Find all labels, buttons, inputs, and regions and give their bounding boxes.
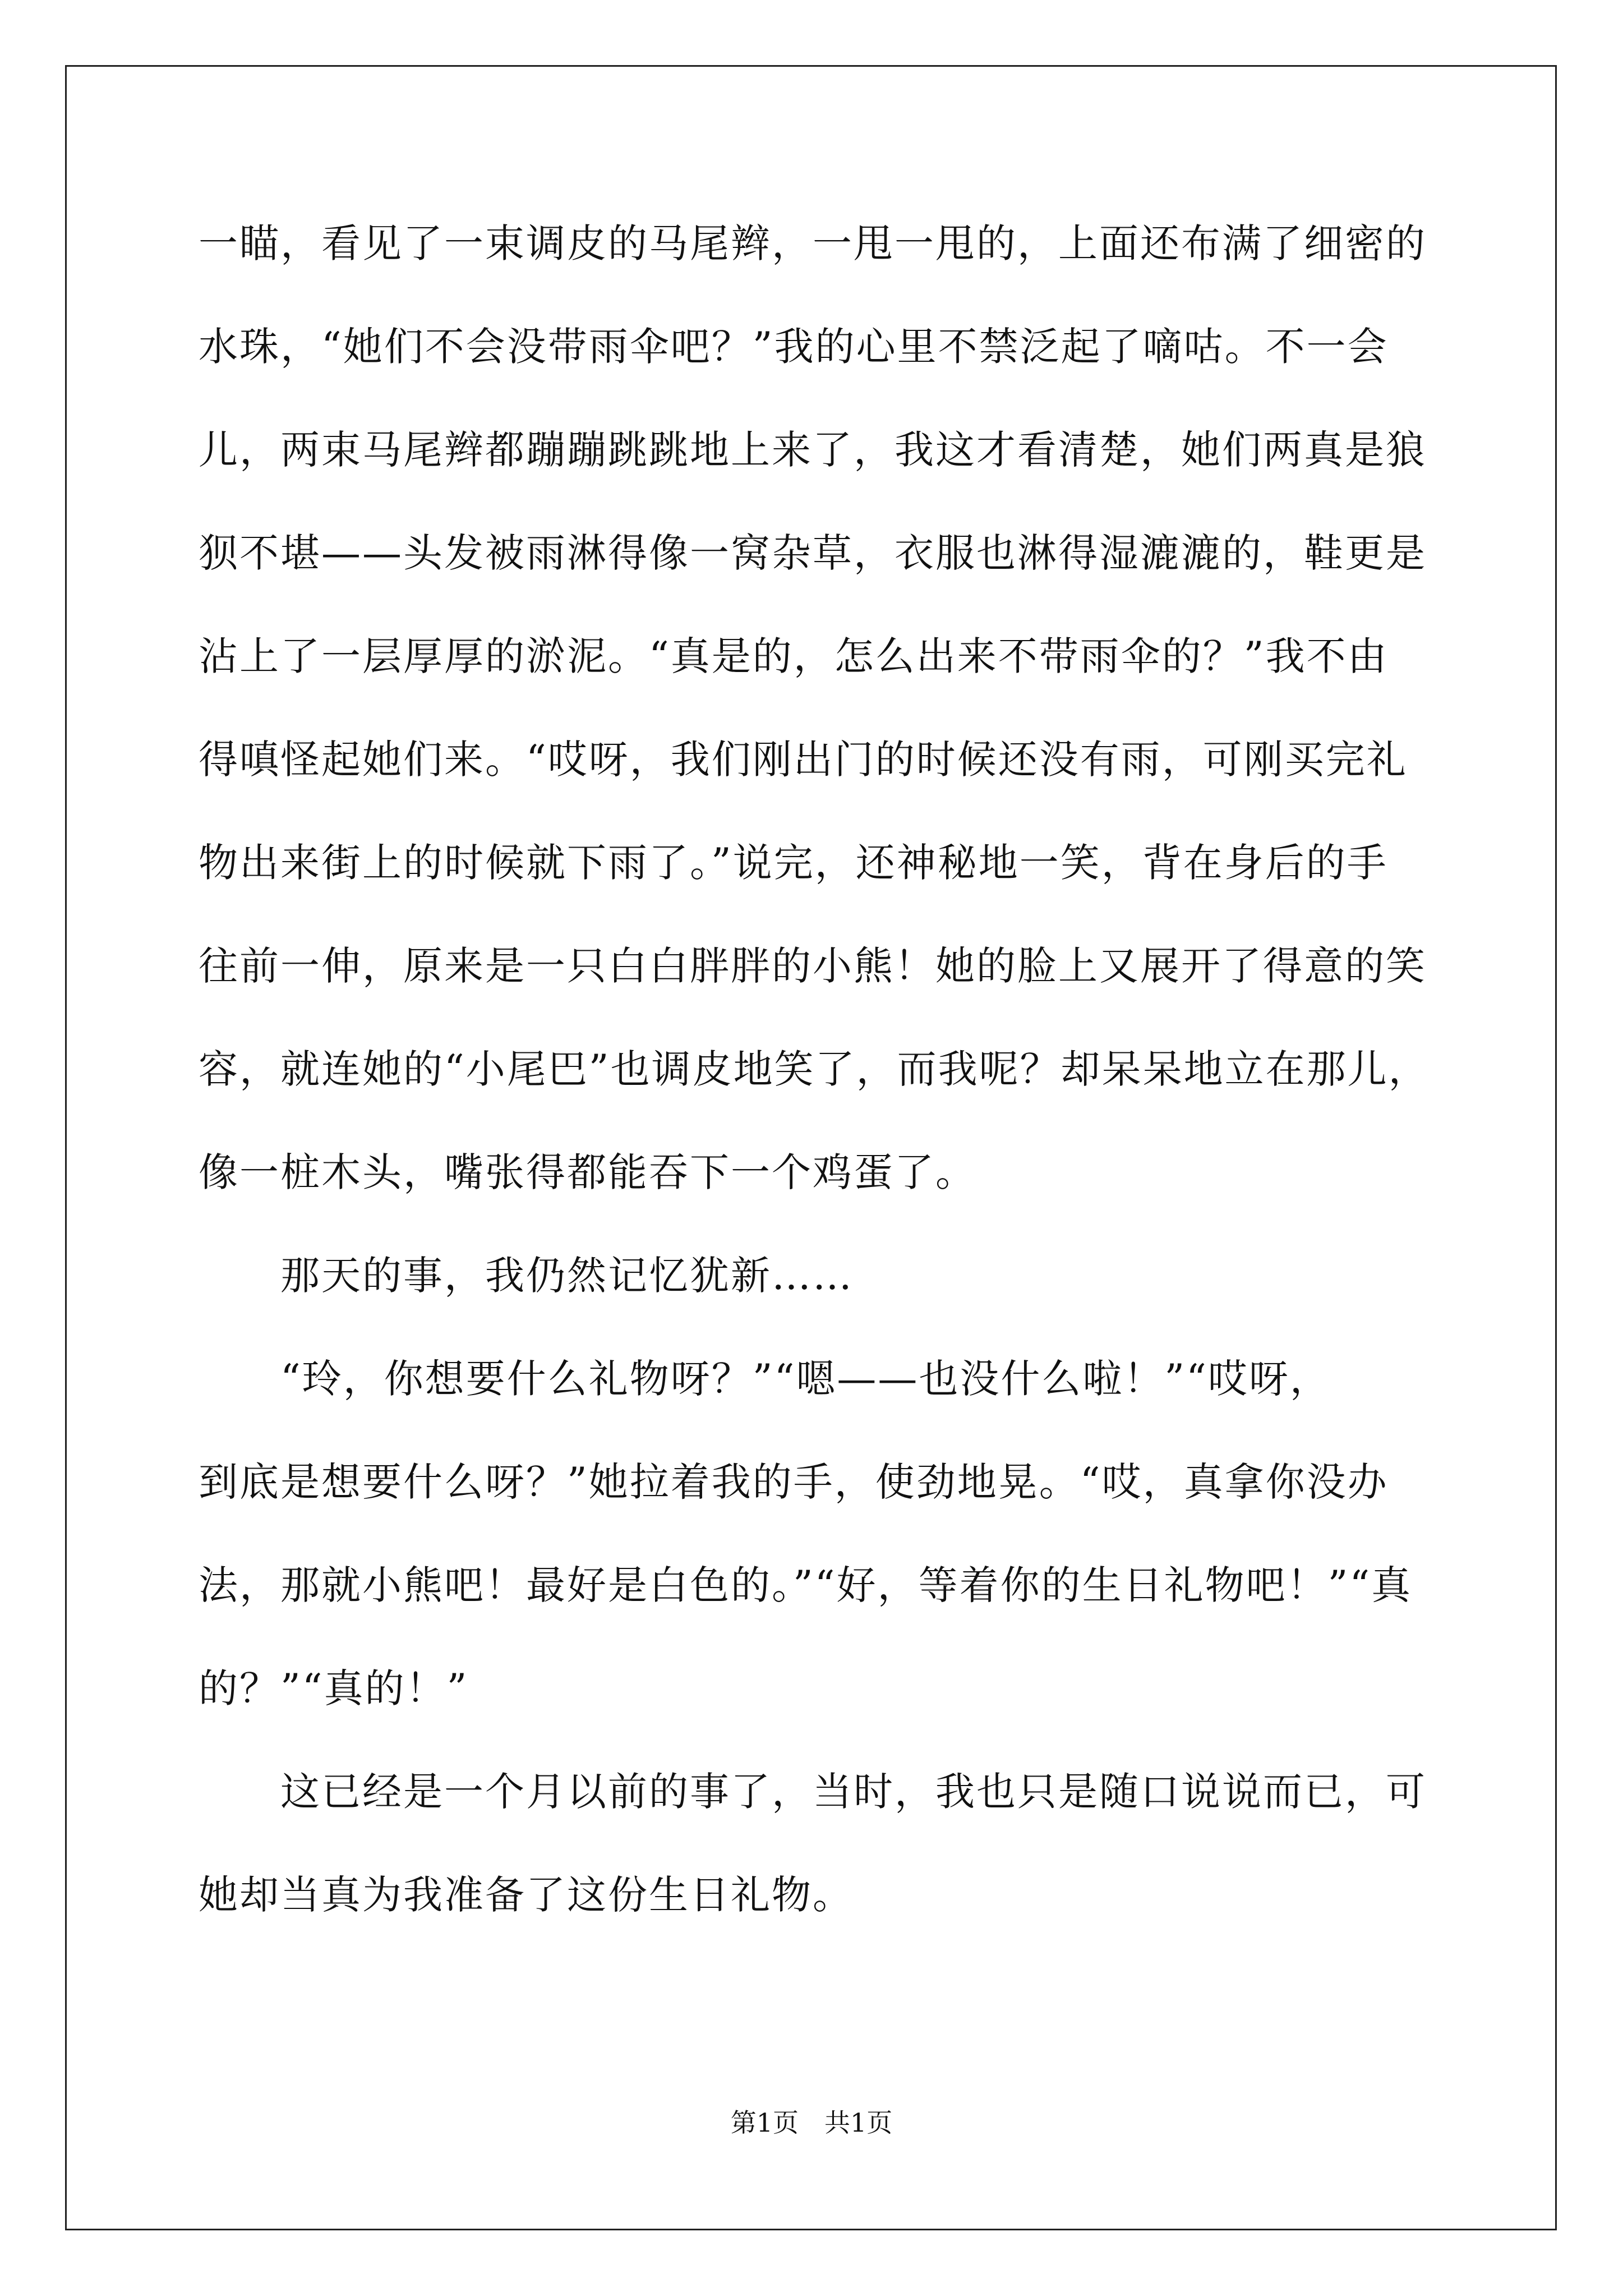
text-line: 狈不堪——头发被雨淋得像一窝杂草，衣服也淋得湿漉漉的，鞋更是 <box>199 530 1427 576</box>
text-line: 那天的事，我仍然记忆犹新…… <box>199 1253 854 1299</box>
document-body <box>199 215 1430 1970</box>
text-line: 儿，两束马尾辫都蹦蹦跳跳地上来了，我这才看清楚，她们两真是狼 <box>199 427 1427 473</box>
text-line: 一瞄，看见了一束调皮的马尾辫，一甩一甩的，上面还布满了细密的 <box>199 220 1427 266</box>
text-line: 她却当真为我准备了这份生日礼物。 <box>199 1872 854 1918</box>
text-line: 容，就连她的“小尾巴”也调皮地笑了，而我呢？却呆呆地立在那儿， <box>199 1046 1430 1092</box>
text-line: 法，那就小熊吧！最好是白色的。”“好，等着你的生日礼物吧！”“真 <box>199 1562 1413 1608</box>
text-line: 得嗔怪起她们来。“哎呀，我们刚出门的时候还没有雨，可刚买完礼 <box>199 737 1408 783</box>
text-line: 往前一伸，原来是一只白白胖胖的小熊！她的脸上又展开了得意的笑 <box>199 943 1427 989</box>
text-line: 到底是想要什么呀？”她拉着我的手，使劲地晃。“哎，真拿你没办 <box>199 1459 1389 1505</box>
text-line: 的？”“真的！” <box>199 1665 469 1711</box>
text-line: 水珠，“她们不会没带雨伞吧？”我的心里不禁泛起了嘀咕。不一会 <box>199 324 1389 370</box>
text-line: 沾上了一层厚厚的淤泥。“真是的，怎么出来不带雨伞的？”我不由 <box>199 633 1389 679</box>
page-number: 第1页 共1页 <box>730 2108 893 2138</box>
text-line: 这已经是一个月以前的事了，当时，我也只是随口说说而已，可 <box>199 1769 1427 1815</box>
text-line: “玲，你想要什么礼物呀？”“嗯——也没什么啦！”“哎呀， <box>199 1356 1331 1402</box>
text-line: 像一桩木头，嘴张得都能吞下一个鸡蛋了。 <box>199 1149 976 1195</box>
text-line: 物出来街上的时候就下雨了。”说完，还神秘地一笑，背在身后的手 <box>199 840 1388 886</box>
